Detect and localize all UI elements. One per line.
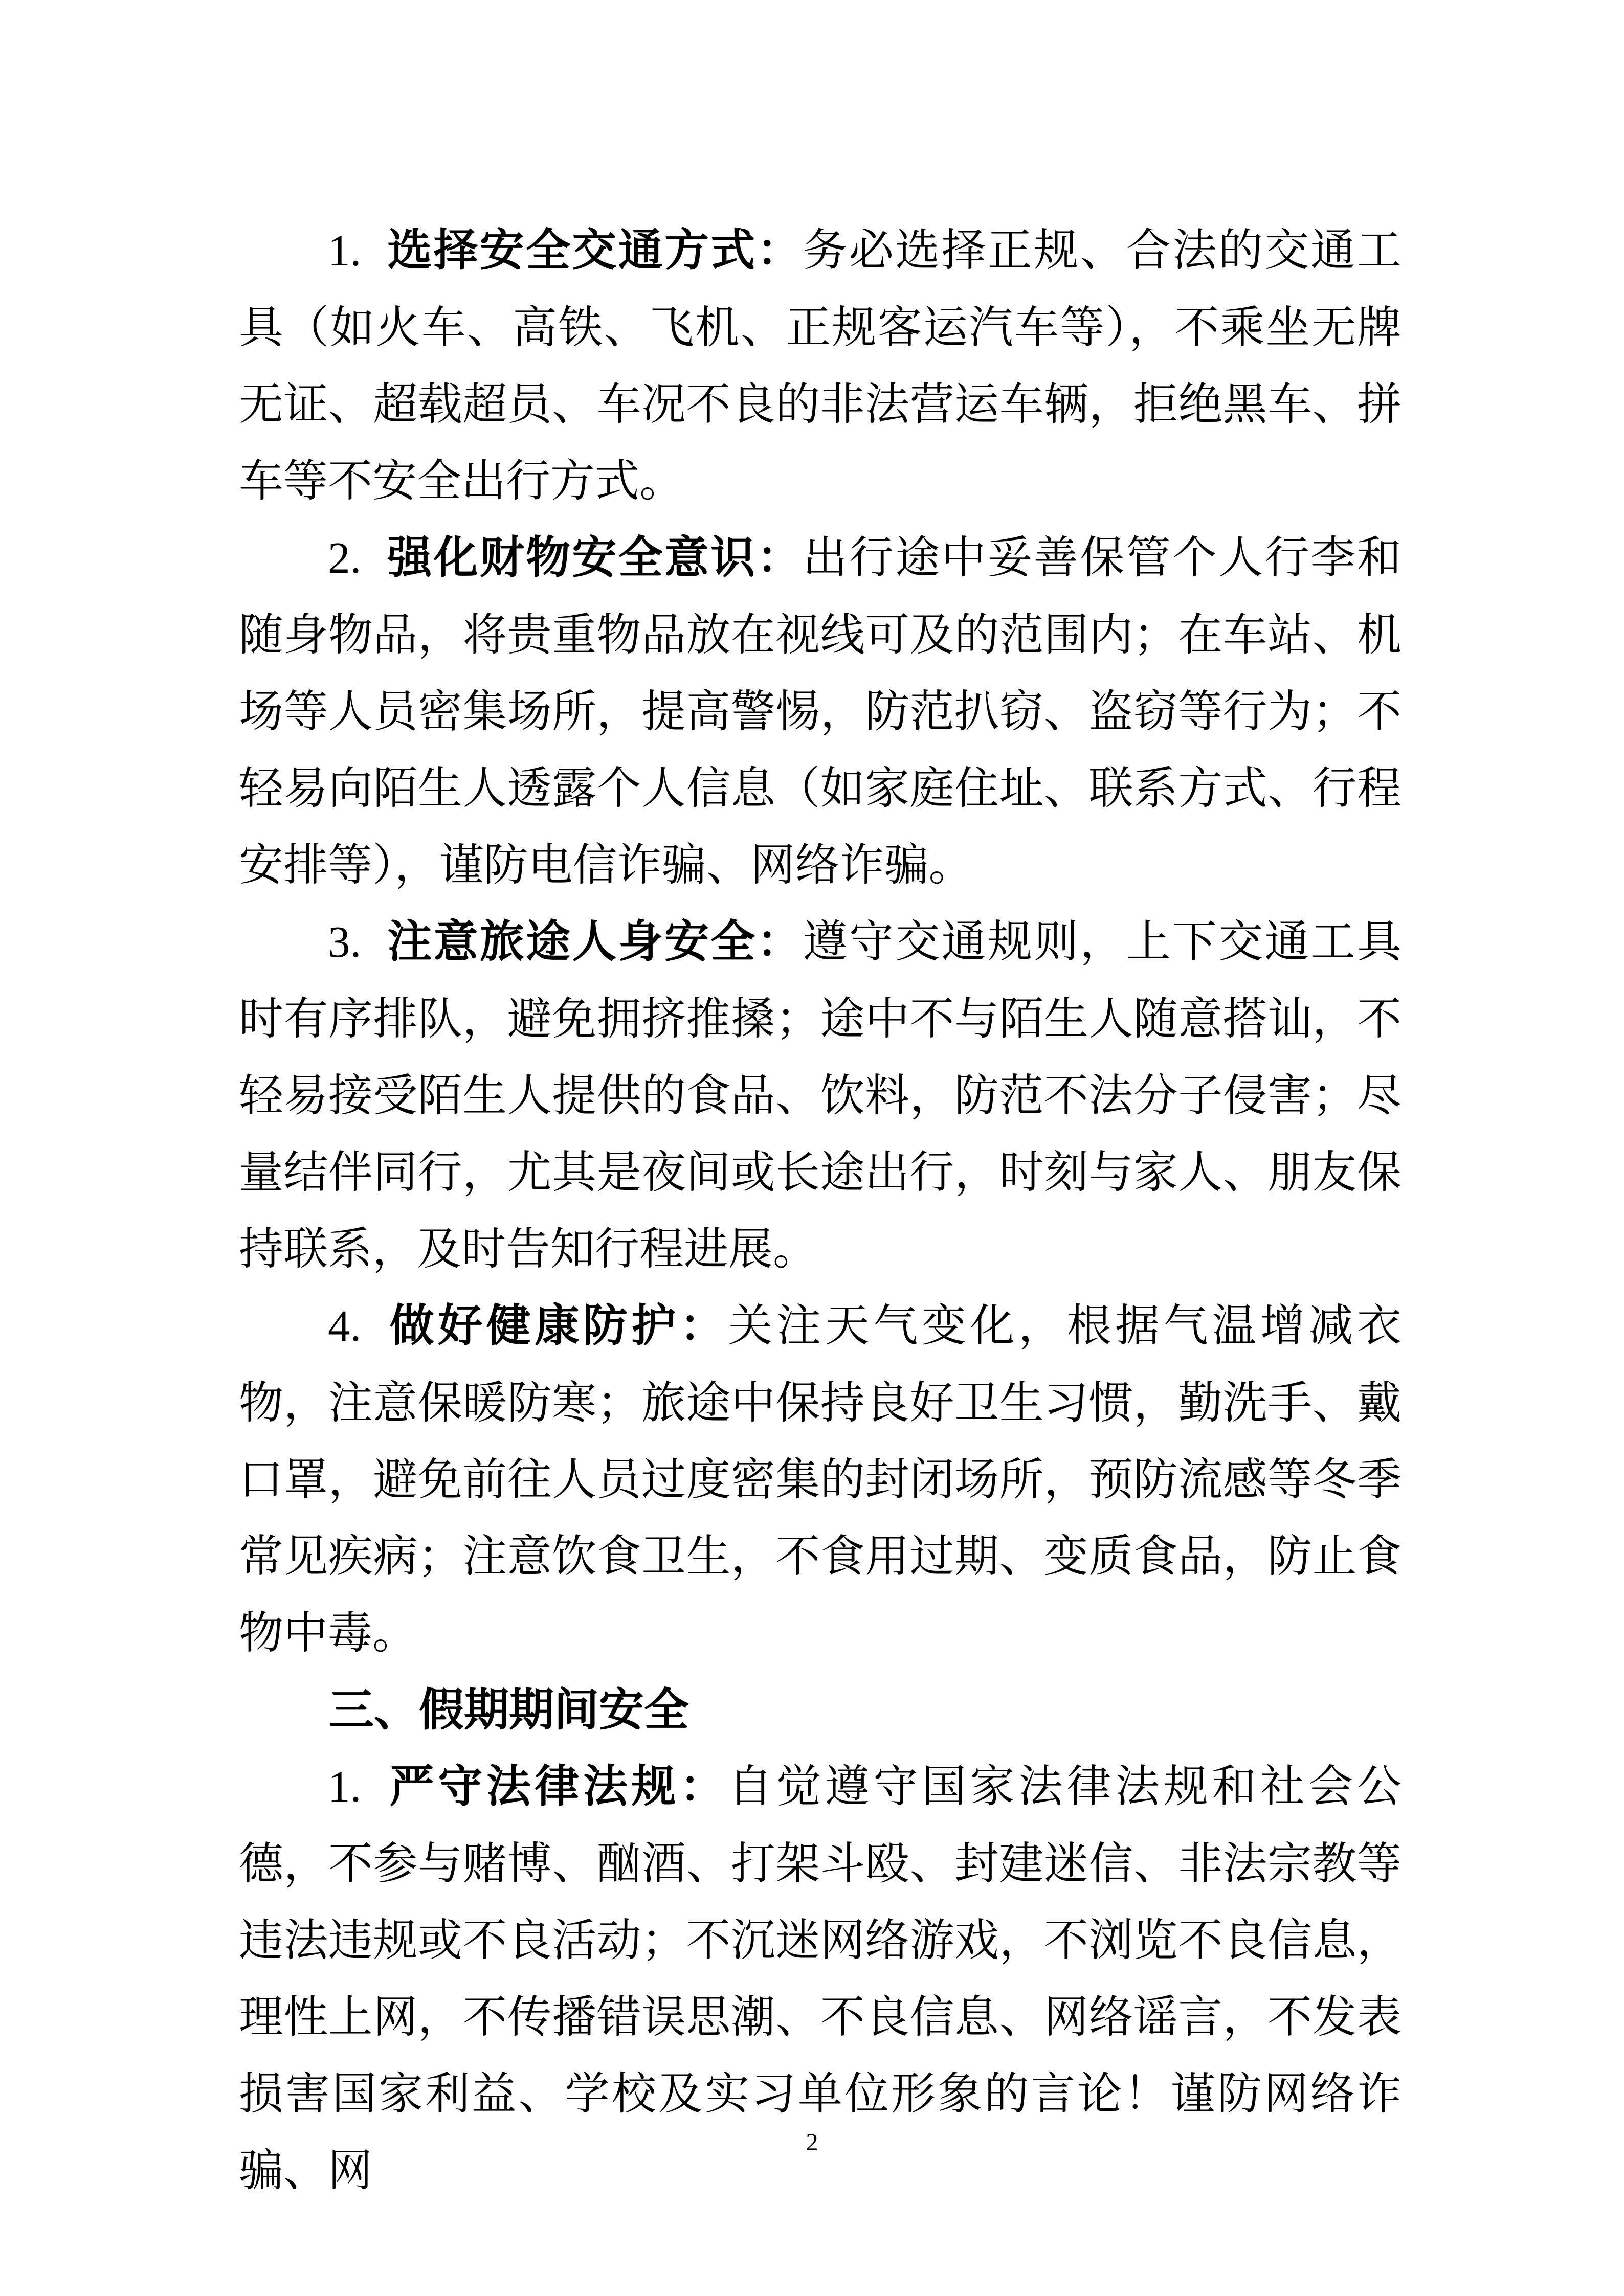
paragraph-number: 4.: [328, 1301, 362, 1350]
paragraph-lead: 严守法律法规：: [386, 1760, 728, 1812]
paragraph-text: 关注天气变化，根据气温增减衣物，注意保暖防寒；旅途中保持良好卫生习惯，勤洗手、戴口罩，避免前往人员过度密集的封闭场所，预防流感等冬季常见疾病；注意饮食卫生，不食用过期、变质食品，防止食物中毒。: [239, 1299, 1402, 1659]
paragraph-number: 2.: [328, 533, 362, 582]
paragraph-personal-safety: [239, 903, 1401, 1287]
paragraph-property-safety: [239, 519, 1401, 903]
paragraph-lead: 注意旅途人身安全：: [386, 915, 803, 967]
paragraph-number: 1.: [328, 1762, 362, 1811]
paragraph-text: 遵守交通规则，上下交通工具时有序排队，避免拥挤推搡；途中不与陌生人随意搭讪，不轻易接受陌生人提供的食品、饮料，防范不法分子侵害；尽量结伴同行，尤其是夜间或长途出行，时刻与家人、朋友保持联系，及时告知行程进展。: [239, 915, 1402, 1275]
paragraph-health-protection: [239, 1287, 1401, 1671]
paragraph-lead: 强化财物安全意识：: [386, 531, 803, 583]
paragraph-lead: 选择安全交通方式：: [386, 223, 803, 276]
paragraph-text: 出行途中妥善保管个人行李和随身物品，将贵重物品放在视线可及的范围内；在车站、机场等人员密集场所，提高警惕，防范扒窃、盗窃等行为；不轻易向陌生人透露个人信息（如家庭住址、联系方式、行程安排等），谨防电信诈骗、网络诈骗。: [239, 531, 1402, 891]
paragraph-transport-safety: [239, 212, 1401, 519]
section-heading-holiday-safety: 三、假期期间安全: [329, 1683, 689, 1736]
paragraph-number: 1.: [328, 226, 362, 275]
page-number: 2: [806, 2129, 818, 2156]
paragraph-text: 自觉遵守国家法律法规和社会公德，不参与赌博、酗酒、打架斗殴、封建迷信、非法宗教等违法违规或不良活动；不沉迷网络游戏，不浏览不良信息，理性上网，不传播错误思潮、不良信息、网络谣言，不发表损害国家利益、学校及实习单位形象的言论！谨防网络诈骗、网: [239, 1760, 1402, 2196]
paragraph-number: 3.: [328, 917, 362, 966]
paragraph-lead: 做好健康防护：: [386, 1299, 728, 1352]
document-body: [239, 212, 1401, 2209]
paragraph-text: 务必选择正规、合法的交通工具（如火车、高铁、飞机、正规客运汽车等），不乘坐无牌无证、超载超员、车况不良的非法营运车辆，拒绝黑车、拼车等不安全出行方式。: [239, 224, 1402, 507]
